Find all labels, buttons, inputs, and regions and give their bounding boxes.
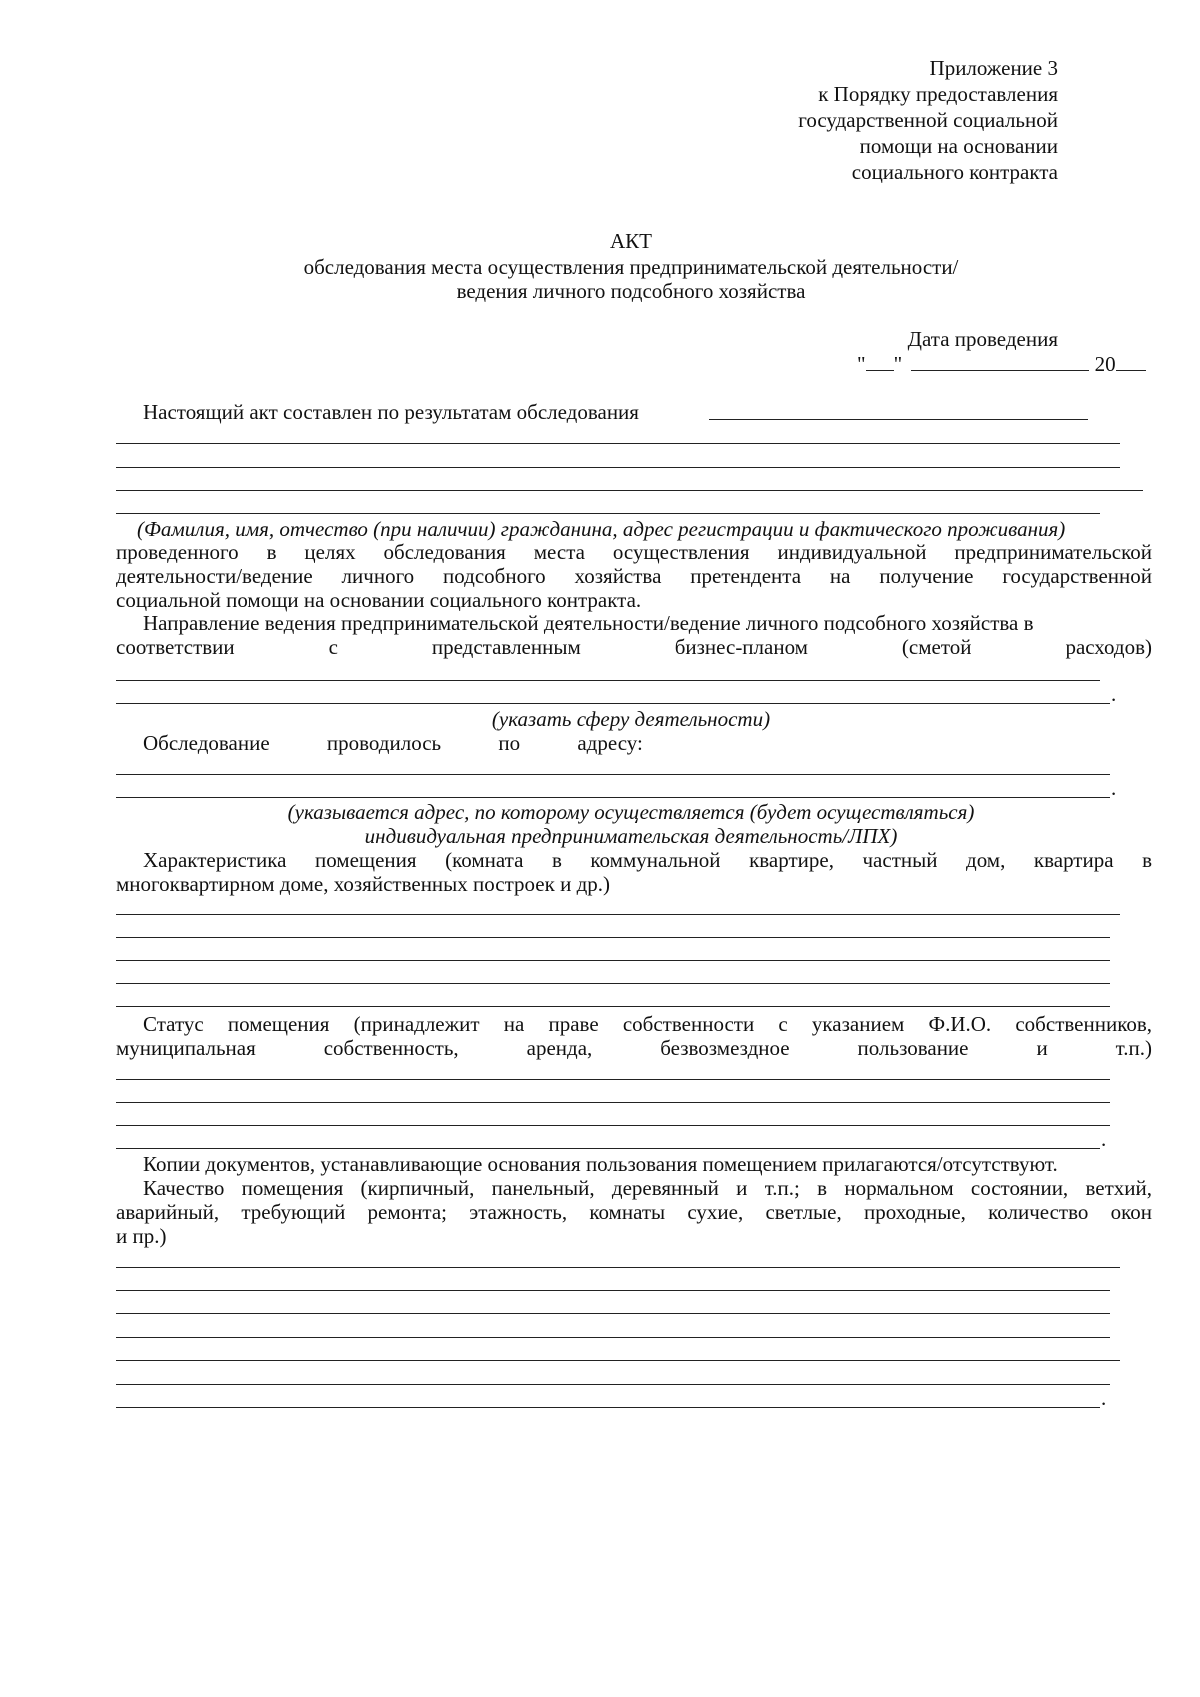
premises-blank-line-4[interactable] bbox=[116, 983, 1110, 984]
direction-blank-line-1[interactable] bbox=[116, 680, 1100, 681]
address-blank-line-1[interactable] bbox=[116, 774, 1110, 775]
document-title-line-2: ведения личного подсобного хозяйства bbox=[456, 279, 806, 303]
appendix-line-3: государственной социальной bbox=[798, 108, 1058, 132]
status-blank-line-4[interactable] bbox=[116, 1148, 1100, 1149]
premises-line-2: многоквартирном доме, хозяйственных построек и др.) bbox=[116, 872, 610, 896]
premises-line-1: Характеристика помещения (комната в коммунальной квартире, частный дом, квартира в bbox=[143, 848, 1152, 872]
intro-blank-line-3[interactable] bbox=[116, 490, 1143, 491]
premises-blank-line-3[interactable] bbox=[116, 960, 1110, 961]
quality-blank-line-3[interactable] bbox=[116, 1313, 1110, 1314]
status-blank-line-1[interactable] bbox=[116, 1079, 1110, 1080]
document-title-line-1: обследования места осуществления предпринимательской деятельности/ bbox=[303, 255, 959, 279]
quality-line-3: и пр.) bbox=[116, 1224, 167, 1248]
status-blank-line-3[interactable] bbox=[116, 1125, 1110, 1126]
direction-line-2: соответствии с представленным бизнес-планом (сметой расходов) bbox=[116, 635, 1152, 659]
year-prefix: 20 bbox=[1094, 352, 1116, 376]
quality-line-1: Качество помещения (кирпичный, панельный, деревянный и т.п.; в нормальном состоянии, ветхий, bbox=[143, 1176, 1152, 1200]
date-quote-close: " bbox=[893, 352, 903, 376]
year-blank[interactable] bbox=[1116, 350, 1146, 371]
intro-text: Настоящий акт составлен по результатам обследования bbox=[143, 400, 639, 424]
status-period: . bbox=[1101, 1127, 1107, 1151]
day-blank[interactable] bbox=[866, 350, 894, 371]
premises-blank-line-5[interactable] bbox=[116, 1006, 1110, 1007]
document-heading: АКТ bbox=[610, 229, 652, 253]
date-field[interactable] bbox=[857, 350, 1146, 377]
address-label: Обследование проводилось по адресу: bbox=[143, 731, 643, 755]
address-blank-line-2[interactable] bbox=[116, 797, 1110, 798]
purpose-line-2: деятельности/ведение личного подсобного хозяйства претендента на получение государственной bbox=[116, 564, 1152, 588]
direction-period: . bbox=[1111, 682, 1117, 706]
quality-period: . bbox=[1101, 1386, 1107, 1410]
date-quote-open: " bbox=[857, 352, 866, 376]
quality-blank-line-7[interactable] bbox=[116, 1407, 1100, 1408]
address-period: . bbox=[1111, 776, 1117, 800]
premises-blank-line-2[interactable] bbox=[116, 937, 1110, 938]
direction-blank-line-2[interactable] bbox=[116, 703, 1110, 704]
premises-blank-line-1[interactable] bbox=[116, 914, 1120, 915]
appendix-line-4: помощи на основании bbox=[859, 134, 1058, 158]
quality-blank-line-4[interactable] bbox=[116, 1337, 1110, 1338]
intro-blank-line-2[interactable] bbox=[116, 467, 1120, 468]
direction-caption: (указать сферу деятельности) bbox=[491, 707, 771, 731]
status-line-2: муниципальная собственность, аренда, безвозмездное пользование и т.п.) bbox=[116, 1036, 1152, 1060]
appendix-line-1: Приложение 3 bbox=[929, 56, 1058, 80]
appendix-line-5: социального контракта bbox=[851, 160, 1058, 184]
intro-blank-line-4[interactable] bbox=[116, 513, 1100, 514]
appendix-line-2: к Порядку предоставления bbox=[818, 82, 1058, 106]
intro-blank-line-1[interactable] bbox=[116, 443, 1120, 444]
direction-line-1: Направление ведения предпринимательской деятельности/ведение личного подсобного хозяйства в bbox=[143, 611, 1034, 635]
copies-text: Копии документов, устанавливающие основания пользования помещением прилагаются/отсутствуют. bbox=[143, 1152, 1058, 1176]
status-blank-line-2[interactable] bbox=[116, 1102, 1110, 1103]
purpose-line-1: проведенного в целях обследования места осуществления индивидуальной предпринимательской bbox=[116, 540, 1152, 564]
quality-blank-line-5[interactable] bbox=[116, 1360, 1120, 1361]
quality-blank-line-2[interactable] bbox=[116, 1290, 1110, 1291]
surveyed-person-blank[interactable] bbox=[709, 419, 1088, 420]
status-line-1: Статус помещения (принадлежит на праве собственности с указанием Ф.И.О. собственников, bbox=[143, 1012, 1152, 1036]
quality-blank-line-6[interactable] bbox=[116, 1384, 1110, 1385]
month-blank[interactable] bbox=[911, 350, 1089, 371]
address-caption-line-2: индивидуальная предпринимательская деятельность/ЛПХ) bbox=[364, 824, 898, 848]
intro-caption: (Фамилия, имя, отчество (при наличии) гражданина, адрес регистрации и фактического проживания) bbox=[137, 517, 1066, 541]
quality-line-2: аварийный, требующий ремонта; этажность, комнаты сухие, светлые, проходные, количество окон bbox=[116, 1200, 1152, 1224]
quality-blank-line-1[interactable] bbox=[116, 1267, 1120, 1268]
purpose-line-3: социальной помощи на основании социального контракта. bbox=[116, 588, 642, 612]
date-label: Дата проведения bbox=[907, 327, 1058, 351]
address-caption-line-1: (указывается адрес, по которому осуществляется (будет осуществляться) bbox=[287, 800, 975, 824]
